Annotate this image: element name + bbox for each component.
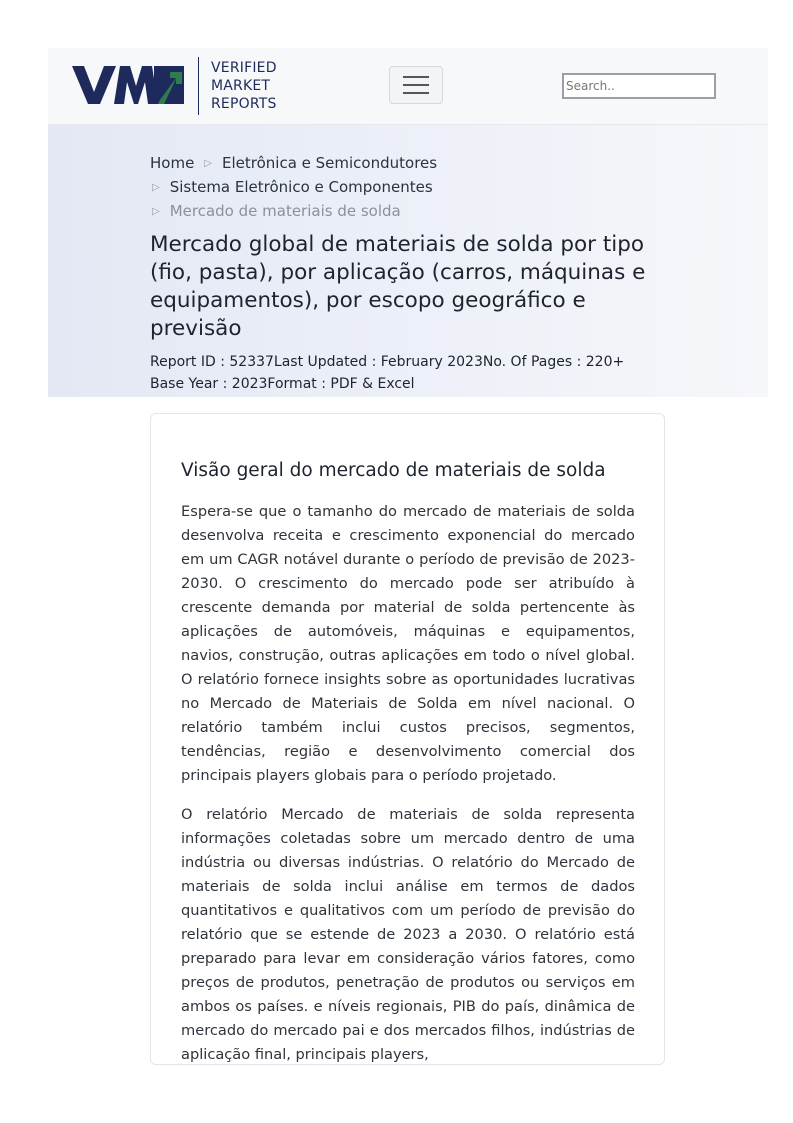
logo-divider bbox=[198, 57, 199, 115]
hamburger-menu-button[interactable] bbox=[389, 66, 443, 104]
logo-line: VERIFIED bbox=[211, 60, 277, 76]
report-title: Mercado global de materiais de solda por tipo (fio, pasta), por aplicação (carros, máquinas e equipamentos), por escopo geográfico e previsão bbox=[150, 232, 646, 341]
overview-paragraph: O relatório Mercado de materiais de solda representa informações coletadas sobre um mercado dentro de uma indústria ou diversas indústrias. O relatório do Mercado de materiais de solda inclui análise em termos de dados quantitativos e qualitativos com um período de previsão do relatório que se estende de 2023 a 2030. O relatório está preparado para levar em consideração vários fatores, como preços de produtos, penetração de produtos ou serviços em ambos os países. e níveis regionais, PIB do país, dinâmica de mercado do mercado pai e dos mercados filhos, indústrias de aplicação final, principais players, bbox=[181, 806, 635, 1063]
report-meta-line: Base Year : 2023Format : PDF & Excel bbox=[150, 376, 415, 392]
breadcrumb-current: Mercado de materiais de solda bbox=[169, 202, 401, 220]
logo-wordmark bbox=[211, 59, 277, 113]
report-meta-line: Report ID : 52337Last Updated : February 2023No. Of Pages : 220+ bbox=[150, 354, 625, 370]
hamburger-icon bbox=[403, 92, 429, 94]
breadcrumb-row bbox=[150, 175, 437, 199]
chevron-right-icon: ▷ bbox=[152, 181, 160, 193]
breadcrumb-components-link[interactable]: Sistema Eletrônico e Componentes bbox=[169, 178, 433, 196]
logo-line: REPORTS bbox=[211, 96, 277, 112]
hamburger-icon bbox=[403, 84, 429, 86]
report-hero bbox=[48, 125, 768, 397]
breadcrumb-home-link[interactable]: Home bbox=[150, 154, 195, 172]
overview-card bbox=[150, 413, 665, 1065]
breadcrumb bbox=[150, 151, 437, 223]
overview-heading: Visão geral do mercado de materiais de solda bbox=[181, 460, 606, 481]
breadcrumb-electronics-link[interactable]: Eletrônica e Semicondutores bbox=[222, 154, 438, 172]
vmr-logo-icon bbox=[72, 66, 184, 106]
overview-paragraph: Espera-se que o tamanho do mercado de materiais de solda desenvolva receita e crescimento exponencial do mercado em um CAGR notável durante o período de previsão de 2023-2030. O crescimento do mercado pode ser atribuído à crescente demanda por material de solda pertencente às aplicações de automóveis, máquinas e equipamentos, navios, construção, outras aplicações em todo o nível global. O relatório fornece insights sobre as oportunidades lucrativas no Mercado de Materiais de Solda em nível nacional. O relatório também inclui custos precisos, segmentos, tendências, região e desenvolvimento comercial dos principais players globais para o período projetado. bbox=[181, 503, 635, 784]
hamburger-icon bbox=[403, 76, 429, 78]
chevron-right-icon: ▷ bbox=[204, 157, 212, 169]
search-input[interactable] bbox=[562, 73, 716, 99]
chevron-right-icon: ▷ bbox=[152, 205, 160, 217]
breadcrumb-row bbox=[150, 199, 437, 223]
breadcrumb-row bbox=[150, 151, 437, 175]
vmr-logo[interactable] bbox=[72, 56, 277, 116]
report-meta bbox=[150, 351, 624, 395]
logo-line: MARKET bbox=[211, 78, 271, 94]
site-header bbox=[48, 48, 768, 125]
